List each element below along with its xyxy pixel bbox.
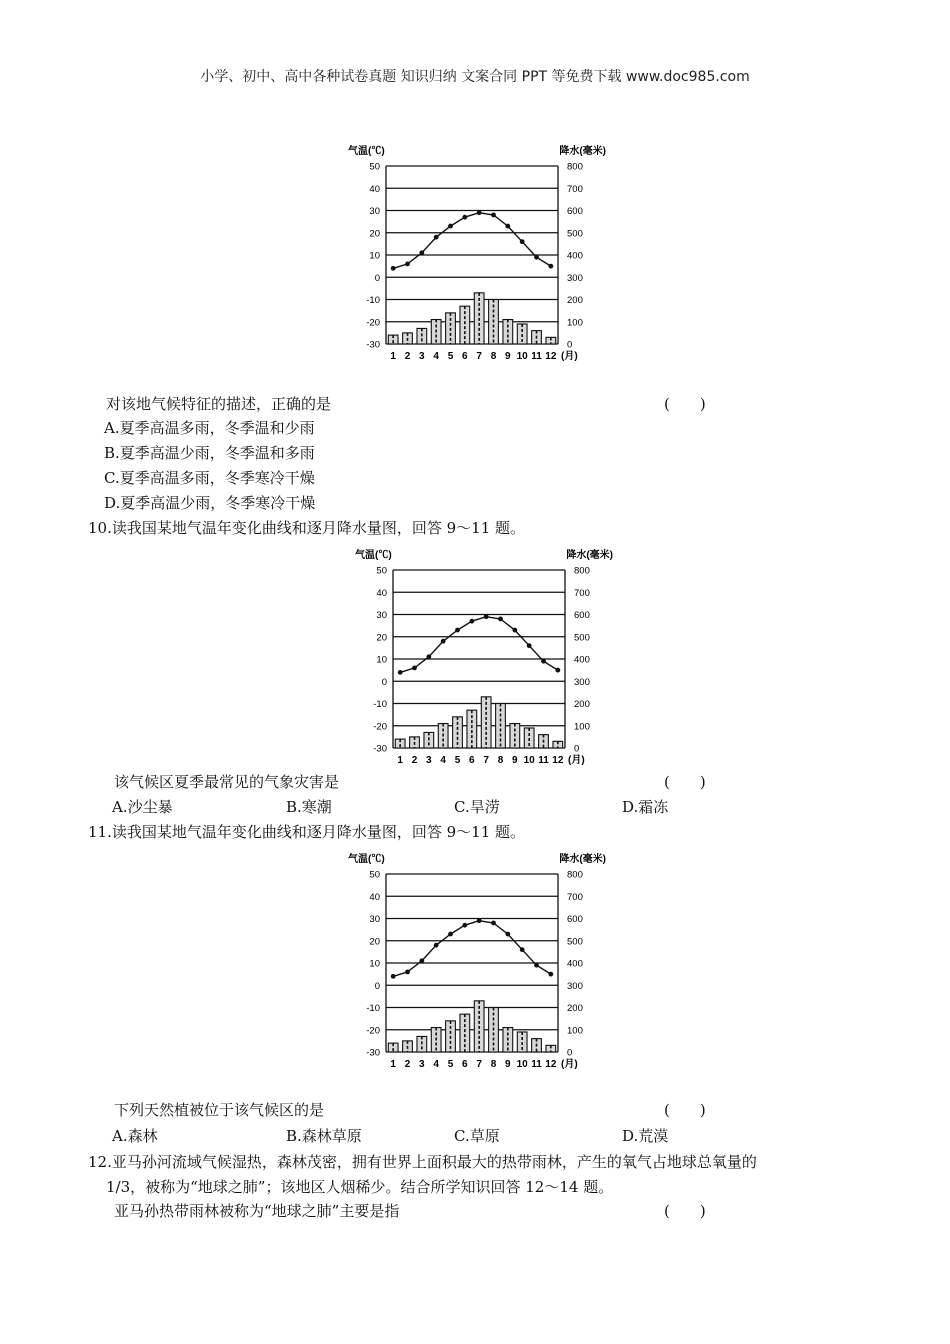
climate-chart-1 — [336, 142, 608, 368]
precipitation-tick-label: 700 — [574, 587, 590, 599]
precipitation-tick-label: 600 — [567, 206, 583, 217]
month-tick-label: 5 — [447, 1059, 454, 1070]
q12-intro-line-1: 12.亚马孙河流域气候湿热，森林茂密，拥有世界上面积最大的热带雨林，产生的氧气占地球总氧量的 — [88, 1153, 757, 1171]
temperature-tick-label: 30 — [369, 206, 380, 217]
temperature-tick-label: 40 — [369, 183, 380, 195]
q9-option-b: B.夏季高温少雨，冬季温和多雨 — [104, 444, 315, 462]
temperature-point — [505, 932, 510, 937]
month-tick-label: 2 — [404, 1059, 411, 1070]
month-tick-label: 6 — [469, 755, 475, 766]
q12-answer-paren: ( ) — [664, 1202, 706, 1220]
y-axis-label-left: 气温(℃) — [355, 550, 392, 561]
temperature-point — [491, 213, 496, 218]
q11-intro: 11.读我国某地气温年变化曲线和逐月降水量图，回答 9～11 题。 — [88, 823, 526, 841]
temperature-point — [527, 643, 532, 648]
temperature-point — [419, 958, 424, 963]
month-tick-label: 5 — [454, 755, 461, 766]
temperature-point — [441, 639, 446, 644]
precipitation-tick-label: 300 — [574, 676, 590, 688]
precipitation-tick-label: 300 — [567, 980, 583, 992]
month-tick-label: 3 — [419, 351, 425, 362]
month-tick-label: 12 — [545, 351, 557, 362]
temperature-line — [393, 213, 551, 269]
q10-stem: 该气候区夏季最常见的气象灾害是 — [114, 773, 340, 791]
temperature-point — [520, 947, 525, 952]
temperature-point — [541, 659, 546, 664]
temperature-tick-label: 10 — [369, 250, 380, 262]
temperature-tick-label: 20 — [369, 228, 380, 240]
month-tick-label: 10 — [516, 351, 528, 362]
temperature-point — [448, 224, 453, 229]
temperature-tick-label: 40 — [376, 587, 387, 599]
temperature-point — [405, 262, 410, 267]
month-tick-label: 2 — [411, 755, 418, 766]
temperature-tick-label: -20 — [373, 721, 387, 733]
precipitation-tick-label: 700 — [567, 891, 583, 903]
temperature-tick-label: -20 — [366, 1025, 380, 1037]
month-tick-label: 9 — [505, 351, 511, 362]
q11-option-b: B.森林草原 — [286, 1127, 362, 1145]
precipitation-tick-label: 500 — [574, 632, 590, 644]
temperature-point — [434, 943, 439, 948]
month-tick-label: 12 — [545, 1059, 557, 1070]
month-tick-label: 5 — [447, 351, 454, 362]
precipitation-tick-label: 800 — [567, 869, 583, 881]
temperature-tick-label: -30 — [366, 339, 380, 351]
temperature-point — [512, 628, 517, 633]
temperature-tick-label: 30 — [369, 914, 380, 925]
temperature-point — [469, 619, 474, 624]
precipitation-tick-label: 700 — [567, 183, 583, 195]
month-tick-label: 3 — [426, 755, 432, 766]
temperature-tick-label: -30 — [373, 743, 387, 755]
temperature-tick-label: 0 — [381, 676, 387, 688]
temperature-point — [419, 250, 424, 255]
y-axis-label-right: 降水(毫米) — [566, 550, 613, 561]
q12-stem: 亚马孙热带雨林被称为“地球之肺”主要是指 — [114, 1202, 400, 1220]
q10-option-a: A.沙尘暴 — [112, 798, 173, 816]
month-tick-label: 6 — [462, 351, 468, 362]
q9-option-c: C.夏季高温多雨，冬季寒冷干燥 — [104, 469, 315, 487]
temperature-point — [477, 210, 482, 215]
precipitation-tick-label: 200 — [574, 699, 590, 710]
q9-option-a: A.夏季高温多雨，冬季温和少雨 — [104, 419, 315, 437]
temperature-tick-label: 40 — [369, 891, 380, 903]
temperature-tick-label: -10 — [366, 295, 380, 306]
temperature-point — [484, 614, 489, 619]
temperature-point — [434, 235, 439, 240]
precipitation-tick-label: 0 — [567, 1047, 573, 1059]
y-axis-label-left: 气温(℃) — [348, 854, 385, 865]
month-tick-label: 11 — [531, 1059, 542, 1070]
temperature-point — [405, 970, 410, 975]
temperature-tick-label: 20 — [376, 632, 387, 644]
month-tick-label: 2 — [404, 351, 411, 362]
temperature-tick-label: 20 — [369, 936, 380, 948]
month-tick-label: 4 — [433, 351, 439, 362]
temperature-tick-label: 10 — [376, 654, 387, 666]
precipitation-tick-label: 200 — [567, 295, 583, 306]
temperature-point — [412, 666, 417, 671]
temperature-point — [462, 923, 467, 928]
y-axis-label-right: 降水(毫米) — [559, 146, 606, 157]
climate-chart-svg — [343, 546, 615, 772]
month-tick-label: 8 — [490, 351, 497, 362]
month-tick-label: 9 — [512, 755, 518, 766]
precipitation-tick-label: 100 — [567, 1025, 583, 1037]
month-tick-label: 1 — [397, 755, 403, 766]
q9-option-d: D.夏季高温少雨，冬季寒冷干燥 — [104, 494, 316, 512]
month-tick-label: 3 — [419, 1059, 425, 1070]
month-tick-label: 7 — [476, 351, 482, 362]
month-tick-label: 7 — [476, 1059, 482, 1070]
precipitation-tick-label: 400 — [567, 250, 583, 262]
q10-answer-paren: ( ) — [664, 773, 706, 791]
precipitation-tick-label: 400 — [574, 654, 590, 666]
temperature-point — [548, 972, 553, 977]
temperature-point — [426, 654, 431, 659]
month-tick-label: 12 — [552, 755, 564, 766]
precipitation-tick-label: 300 — [567, 272, 583, 284]
temperature-point — [477, 918, 482, 923]
precipitation-tick-label: 100 — [574, 721, 590, 733]
precipitation-tick-label: 500 — [567, 936, 583, 948]
climate-chart-svg — [336, 850, 608, 1076]
temperature-point — [391, 974, 396, 979]
q11-stem: 下列天然植被位于该气候区的是 — [114, 1101, 325, 1119]
temperature-point — [455, 628, 460, 633]
month-tick-label: 1 — [390, 351, 396, 362]
q11-option-c: C.草原 — [454, 1127, 500, 1145]
month-tick-label: 10 — [516, 1059, 528, 1070]
month-tick-label: 6 — [462, 1059, 468, 1070]
temperature-point — [534, 963, 539, 968]
month-tick-label: 9 — [505, 1059, 511, 1070]
y-axis-label-right: 降水(毫米) — [559, 854, 606, 865]
temperature-line — [393, 921, 551, 977]
temperature-tick-label: 30 — [376, 610, 387, 621]
temperature-point — [448, 932, 453, 937]
temperature-point — [391, 266, 396, 271]
precipitation-tick-label: 100 — [567, 317, 583, 329]
month-tick-label: 7 — [483, 755, 489, 766]
precipitation-tick-label: 0 — [567, 339, 573, 351]
temperature-tick-label: -10 — [366, 1003, 380, 1014]
month-tick-label: 11 — [538, 755, 549, 766]
climate-chart-2 — [343, 546, 615, 772]
month-tick-label: 8 — [497, 755, 504, 766]
precipitation-tick-label: 0 — [574, 743, 580, 755]
temperature-point — [520, 239, 525, 244]
precipitation-tick-label: 600 — [574, 610, 590, 621]
precipitation-tick-label: 500 — [567, 228, 583, 240]
y-axis-label-left: 气温(℃) — [348, 146, 385, 157]
temperature-tick-label: -10 — [373, 699, 387, 710]
precipitation-tick-label: 200 — [567, 1003, 583, 1014]
temperature-line — [400, 617, 558, 673]
q10-option-d: D.霜冻 — [622, 798, 669, 816]
q10-intro: 10.读我国某地气温年变化曲线和逐月降水量图，回答 9～11 题。 — [88, 519, 526, 537]
temperature-point — [548, 264, 553, 269]
x-axis-label: (月) — [561, 351, 578, 362]
q9-stem: 对该地气候特征的描述，正确的是 — [106, 395, 332, 413]
temperature-point — [462, 215, 467, 220]
q12-intro-line-2: 1/3，被称为“地球之肺”；该地区人烟稀少。结合所学知识回答 12～14 题。 — [106, 1178, 614, 1196]
temperature-point — [498, 617, 503, 622]
temperature-point — [555, 668, 560, 673]
temperature-tick-label: 0 — [374, 272, 380, 284]
temperature-point — [505, 224, 510, 229]
temperature-tick-label: 50 — [376, 565, 387, 577]
precipitation-tick-label: 600 — [567, 914, 583, 925]
month-tick-label: 8 — [490, 1059, 497, 1070]
temperature-point — [398, 670, 403, 675]
temperature-tick-label: 10 — [369, 958, 380, 970]
q10-option-b: B.寒潮 — [286, 798, 332, 816]
month-tick-label: 10 — [523, 755, 535, 766]
temperature-point — [491, 921, 496, 926]
temperature-tick-label: 50 — [369, 869, 380, 881]
q11-option-d: D.荒漠 — [622, 1127, 669, 1145]
q10-option-c: C.旱涝 — [454, 798, 500, 816]
precipitation-tick-label: 400 — [567, 958, 583, 970]
month-tick-label: 4 — [440, 755, 446, 766]
month-tick-label: 11 — [531, 351, 542, 362]
temperature-point — [534, 255, 539, 260]
month-tick-label: 1 — [390, 1059, 396, 1070]
temperature-tick-label: -30 — [366, 1047, 380, 1059]
q11-option-a: A.森林 — [112, 1127, 158, 1145]
climate-chart-3 — [336, 850, 608, 1076]
q9-answer-paren: ( ) — [664, 395, 706, 413]
month-tick-label: 4 — [433, 1059, 439, 1070]
q11-answer-paren: ( ) — [664, 1101, 706, 1119]
climate-chart-svg — [336, 142, 608, 368]
precipitation-tick-label: 800 — [574, 565, 590, 577]
temperature-tick-label: 0 — [374, 980, 380, 992]
x-axis-label: (月) — [561, 1059, 578, 1070]
temperature-tick-label: -20 — [366, 317, 380, 329]
temperature-tick-label: 50 — [369, 161, 380, 173]
precipitation-tick-label: 800 — [567, 161, 583, 173]
page-header: 小学、初中、高中各种试卷真题 知识归纳 文案合同 PPT 等免费下载 www.doc985.com — [200, 69, 750, 85]
x-axis-label: (月) — [568, 755, 585, 766]
